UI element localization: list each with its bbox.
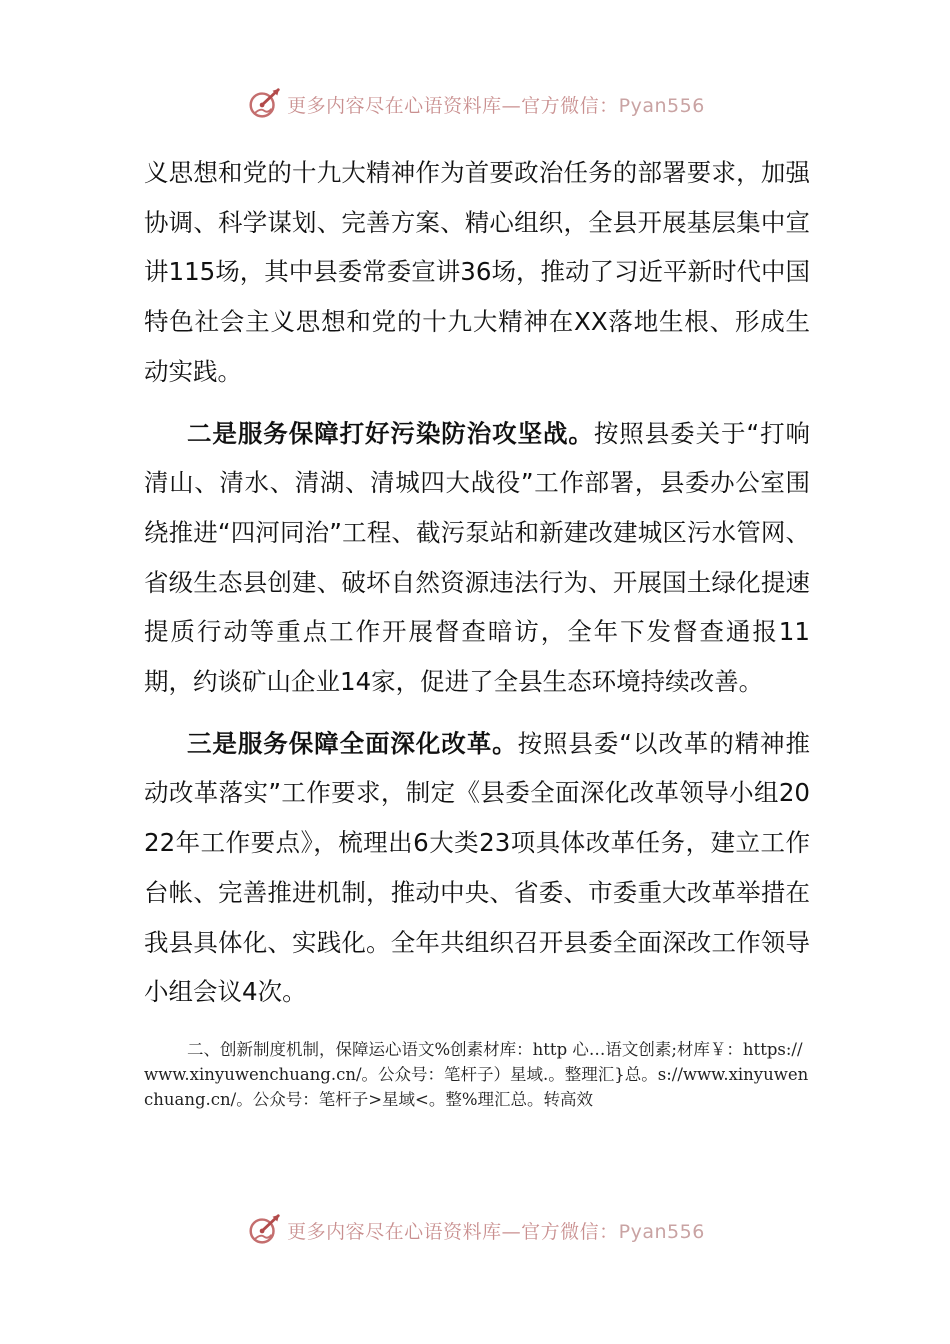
document-body: [144, 148, 810, 1112]
paragraph-1: [144, 148, 810, 397]
paragraph-3: [144, 719, 810, 1017]
watermark-text: 更多内容尽在心语资料库—官方微信：Pyan556: [287, 94, 705, 117]
pen-logo-icon: [245, 85, 283, 123]
header-watermark: [0, 84, 950, 124]
watermark-text: 更多内容尽在心语资料库—官方微信：Pyan556: [287, 1220, 705, 1243]
watermark-id: Pyan556: [618, 1220, 705, 1243]
paragraph-3-lead: 三是服务保障全面深化改革。: [187, 728, 518, 758]
footnote-text: 二、创新制度机制，保障运心语文%创素材库：http 心…语文创素;材库￥：https://www.xinyuwenchuang.cn/。公众号：笔杆子）星域.。整理汇}总。s://www.xinyuwenchuang.cn/。公众号：笔杆子>星域<。整%理汇总。转高效: [144, 1039, 809, 1109]
pen-logo-icon: [245, 1211, 283, 1249]
paragraph-2-text: 按照县委关于“打响清山、清水、清湖、清城四大战役”工作部署，县委办公室围绕推进“四河同治”工程、截污泵站和新建改建城区污水管网、省级生态县创建、破坏自然资源违法行为、开展国土绿化提速提质行动等重点工作开展督查暗访，全年下发督查通报11期，约谈矿山企业14家，促进了全县生态环境持续改善。: [144, 418, 810, 697]
paragraph-2: [144, 409, 810, 707]
paragraph-3-text: 按照县委“以改革的精神推动改革落实”工作要求，制定《县委全面深化改革领导小组2022年工作要点》，梳理出6大类23项具体改革任务，建立工作台帐、完善推进机制，推动中央、省委、市委重大改革举措在我县具体化、实践化。全年共组织召开县委全面深改工作领导小组会议4次。: [144, 728, 810, 1007]
footer-watermark: [0, 1210, 950, 1250]
paragraph-1-text: 义思想和党的十九大精神作为首要政治任务的部署要求，加强协调、科学谋划、完善方案、精心组织，全县开展基层集中宣讲115场，其中县委常委宣讲36场，推动了习近平新时代中国特色社会主义思想和党的十九大精神在XX落地生根、形成生动实践。: [144, 158, 810, 386]
watermark-id: Pyan556: [618, 94, 705, 117]
paragraph-2-lead: 二是服务保障打好污染防治攻坚战。: [187, 418, 594, 448]
